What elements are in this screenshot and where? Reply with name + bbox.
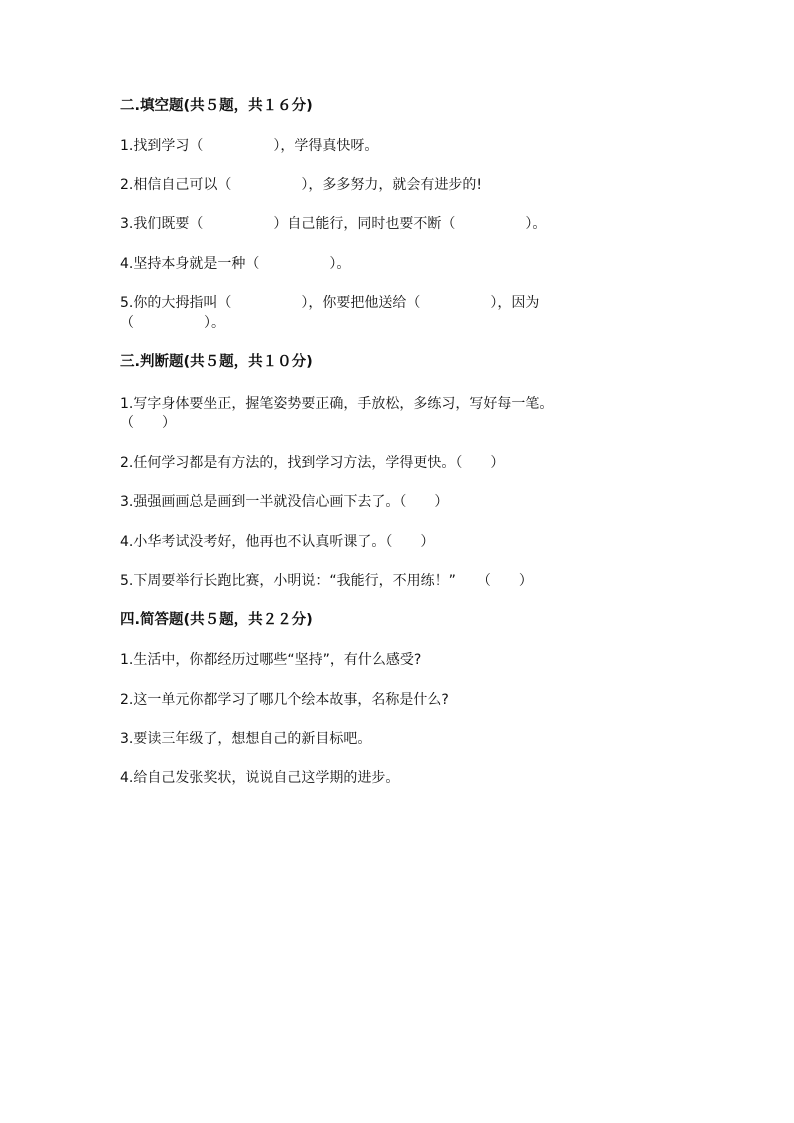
fill-question-2: 2.相信自己可以（ ），多多努力，就会有进步的! [120,177,482,193]
short-question-2: 2.这一单元你都学习了哪几个绘本故事，名称是什么? [120,692,449,708]
judge-question-1-line1: 1.写字身体要坐正，握笔姿势要正确，手放松，多练习，写好每一笔。 [120,396,554,412]
fill-question-1: 1.找到学习（ ），学得真快呀。 [120,138,379,154]
judge-question-4: 4.小华考试没考好，他再也不认真听课了。（ ） [120,534,435,550]
fill-question-4: 4.坚持本身就是一种（ ）。 [120,256,351,272]
judge-question-5: 5.下周要举行长跑比赛，小明说：“我能行，不用练！” （ ） [120,573,533,589]
judge-question-2: 2.任何学习都是有方法的，找到学习方法，学得更快。（ ） [120,455,505,471]
short-question-1: 1.生活中，你都经历过哪些“坚持”，有什么感受? [120,652,422,668]
fill-question-5-line1: 5.你的大拇指叫（ ），你要把他送给（ ），因为 [120,295,540,311]
section-heading-judgment: 三.判断题(共５题，共１０分) [120,354,313,370]
short-question-3: 3.要读三年级了，想想自己的新目标吧。 [120,731,372,747]
judge-question-3: 3.强强画画总是画到一半就没信心画下去了。（ ） [120,494,449,510]
short-question-4: 4.给自己发张奖状，说说自己这学期的进步。 [120,770,400,786]
section-heading-short-answer: 四.简答题(共５题，共２２分) [120,612,313,628]
fill-question-3: 3.我们既要（ ）自己能行，同时也要不断（ ）。 [120,216,547,232]
section-heading-fill-in: 二.填空题(共５题，共１６分) [120,98,313,114]
judge-question-1-line2: （ ） [120,415,176,431]
fill-question-5-line2: （ ）。 [120,315,225,331]
